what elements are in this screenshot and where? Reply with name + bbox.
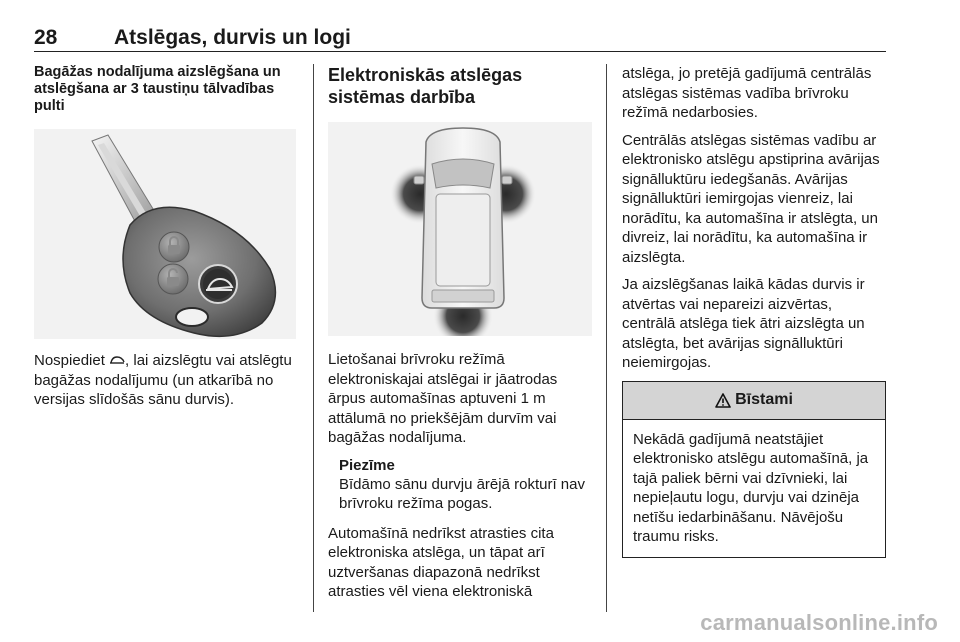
warning-triangle-icon bbox=[715, 393, 731, 408]
page-title: Atslēgas, durvis un logi bbox=[114, 26, 351, 49]
remote-key-figure bbox=[34, 129, 296, 339]
note-title: Piezīme bbox=[339, 456, 395, 474]
column-1 bbox=[34, 64, 296, 418]
car-range-illustration bbox=[328, 122, 592, 336]
continued-text: atslēga, jo pretējā gadījumā centrālās atslēgas sistēmas vadība brīvroku režīmā nedarbosies. bbox=[622, 65, 872, 121]
trunk-instructions bbox=[34, 351, 296, 410]
danger-title: Bīstami bbox=[735, 391, 793, 408]
note-text: Bīdāmo sānu durvju ārējā rokturī nav brīvroku režīma pogas. bbox=[339, 475, 585, 512]
car-range-figure bbox=[328, 122, 592, 336]
column-3 bbox=[622, 64, 886, 558]
page-header bbox=[34, 22, 886, 52]
watermark: carmanualsonline.info bbox=[700, 610, 938, 635]
trunk-key-icon bbox=[109, 354, 125, 366]
handsfree-range-text: Lietošanai brīvroku režīmā elektroniskajai atslēgai ir jāatrodas ārpus automašīnas aptuveni 1 m attālumā no priekšējām durvīm vai bagāžas nodalījuma. bbox=[328, 351, 558, 446]
danger-header bbox=[623, 382, 885, 420]
column-divider-right bbox=[606, 64, 607, 612]
second-key-warning-text: Automašīnā nedrīkst atrasties cita elektroniska atslēga, un tāpat arī uztveršanas diapazonā nedrīkst atrasties vēl viena elektroniskā bbox=[328, 524, 554, 600]
note-block bbox=[339, 456, 596, 514]
column-divider-left bbox=[313, 64, 314, 612]
danger-text: Nekādā gadījumā neatstājiet elektronisko atslēgu automašīnā, ja tajā paliek bērni vai dzīvnieki, lai nepieļautu logu, durvju vai dzinēja netīšu iedarbināšanu. Nāvējošu traumu risks. bbox=[633, 430, 869, 545]
column-2 bbox=[328, 64, 596, 610]
danger-box bbox=[622, 381, 886, 558]
hazard-light-text: Centrālās atslēgas sistēmas vadību ar elektronisko atslēgu apstiprina avārijas signālluktūru iedegšanās. Avārijas signālluktūri iemirgojas vienreiz, lai norādītu, ka automašīna ir atslēgta, un divreiz, lai norādītu, ka automašīna ir aizslēgta. bbox=[622, 131, 880, 266]
trunk-instructions-end: , lai aizslēgtu vai atslēgtu bagāžas nodalījumu (un atkarībā no versijas slīdošās sānu durvis). bbox=[34, 352, 292, 408]
trunk-instructions-start: Nospiediet bbox=[34, 352, 110, 369]
remote-key-illustration bbox=[34, 129, 296, 339]
page-number: 28 bbox=[34, 26, 58, 49]
door-open-text: Ja aizslēgšanas laikā kādas durvis ir atvērtas vai nepareizi aizvērtas, centrālā atslēga tiek ātri aizslēgta un atslēgta, bet avārijas signālluktūri neiemirgojas. bbox=[622, 276, 865, 371]
trunk-section-heading: Bagāžas nodalījuma aizslēgšana un atslēgšana ar 3 taustiņu tālvadības pulti bbox=[34, 64, 281, 114]
electronic-key-heading: Elektroniskās atslēgas sistēmas darbība bbox=[328, 65, 523, 107]
